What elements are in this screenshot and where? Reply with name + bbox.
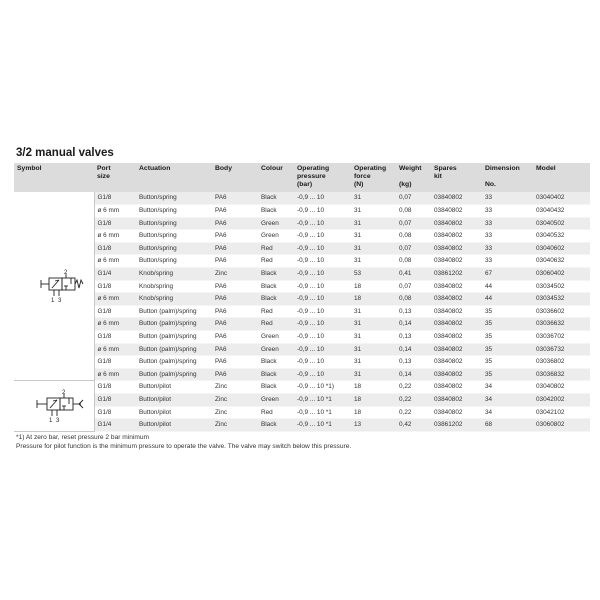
header-spares-kit: Spares kit [434, 165, 457, 180]
cell-port-size: G1/8 [94, 305, 136, 318]
cell-colour: Green [258, 230, 294, 243]
cell-operating-pressure: -0,9 ... 10 [294, 230, 351, 243]
cell-port-size: G1/8 [94, 330, 136, 343]
table-row [14, 205, 590, 218]
cell-dimension: 44 [482, 280, 533, 293]
cell-spares-kit: 03840802 [431, 330, 482, 343]
header-weight: Weight (kg) [399, 165, 422, 188]
valves-table [14, 163, 590, 432]
cell-colour: Red [258, 406, 294, 419]
cell-operating-force: 18 [351, 280, 396, 293]
cell-weight: 0,14 [396, 343, 431, 356]
cell-actuation: Button (palm)/spring [136, 356, 212, 369]
cell-body: Zinc [212, 381, 258, 394]
cell-model: 03042002 [533, 393, 590, 406]
table-row [14, 356, 590, 369]
cell-model: 03036602 [533, 305, 590, 318]
cell-spares-kit: 03840802 [431, 217, 482, 230]
table-row [14, 368, 590, 381]
cell-body: PA6 [212, 255, 258, 268]
cell-model: 03042102 [533, 406, 590, 419]
header-dimension: Dimension No. [485, 165, 520, 188]
cell-colour: Black [258, 268, 294, 281]
cell-port-size: G1/8 [94, 406, 136, 419]
cell-body: PA6 [212, 205, 258, 218]
cell-colour: Green [258, 330, 294, 343]
cell-actuation: Button/spring [136, 230, 212, 243]
cell-port-size: G1/8 [94, 242, 136, 255]
cell-body: PA6 [212, 293, 258, 306]
cell-operating-force: 18 [351, 406, 396, 419]
cell-operating-pressure: -0,9 ... 10 *1 [294, 406, 351, 419]
cell-operating-pressure: -0,9 ... 10 *1) [294, 381, 351, 394]
cell-body: Zinc [212, 393, 258, 406]
cell-body: Zinc [212, 419, 258, 432]
cell-spares-kit: 03840802 [431, 192, 482, 204]
cell-operating-pressure: -0,9 ... 10 [294, 255, 351, 268]
cell-weight: 0,22 [396, 381, 431, 394]
cell-spares-kit: 03840802 [431, 280, 482, 293]
cell-colour: Red [258, 318, 294, 331]
cell-operating-force: 31 [351, 356, 396, 369]
valve-symbol-spring-icon [19, 266, 89, 306]
cell-spares-kit: 03861202 [431, 268, 482, 281]
cell-colour: Green [258, 343, 294, 356]
cell-model: 03060802 [533, 419, 590, 432]
cell-spares-kit: 03840802 [431, 293, 482, 306]
cell-body: PA6 [212, 242, 258, 255]
table-row [14, 330, 590, 343]
cell-dimension: 33 [482, 230, 533, 243]
cell-actuation: Button/spring [136, 192, 212, 204]
page-title: 3/2 manual valves [16, 147, 114, 159]
cell-body: Zinc [212, 406, 258, 419]
cell-spares-kit: 03840802 [431, 255, 482, 268]
cell-spares-kit: 03861202 [431, 419, 482, 432]
cell-dimension: 35 [482, 368, 533, 381]
cell-dimension: 34 [482, 406, 533, 419]
cell-dimension: 33 [482, 217, 533, 230]
header-model: Model [536, 165, 556, 172]
cell-actuation: Button/spring [136, 255, 212, 268]
cell-weight: 0,08 [396, 293, 431, 306]
cell-port-size: G1/8 [94, 356, 136, 369]
cell-spares-kit: 03840802 [431, 242, 482, 255]
table-header-row [14, 163, 590, 192]
cell-weight: 0,08 [396, 230, 431, 243]
cell-operating-force: 18 [351, 381, 396, 394]
cell-body: PA6 [212, 368, 258, 381]
cell-operating-pressure: -0,9 ... 10 *1 [294, 393, 351, 406]
cell-model: 03060402 [533, 268, 590, 281]
cell-port-size: ø 6 mm [94, 318, 136, 331]
cell-dimension: 35 [482, 356, 533, 369]
cell-operating-force: 31 [351, 318, 396, 331]
cell-weight: 0,07 [396, 242, 431, 255]
table-row [14, 268, 590, 281]
cell-spares-kit: 03840802 [431, 393, 482, 406]
cell-actuation: Button (palm)/spring [136, 368, 212, 381]
table-row [14, 217, 590, 230]
cell-operating-pressure: -0,9 ... 10 [294, 305, 351, 318]
cell-colour: Red [258, 305, 294, 318]
cell-weight: 0,13 [396, 305, 431, 318]
cell-weight: 0,14 [396, 318, 431, 331]
cell-actuation: Button/spring [136, 242, 212, 255]
cell-dimension: 35 [482, 343, 533, 356]
cell-body: PA6 [212, 356, 258, 369]
table-row [14, 406, 590, 419]
cell-body: PA6 [212, 318, 258, 331]
cell-port-size: G1/8 [94, 381, 136, 394]
cell-actuation: Button/pilot [136, 406, 212, 419]
cell-operating-pressure: -0,9 ... 10 [294, 368, 351, 381]
cell-model: 03036702 [533, 330, 590, 343]
table-row [14, 192, 590, 204]
cell-weight: 0,22 [396, 406, 431, 419]
cell-port-size: ø 6 mm [94, 343, 136, 356]
cell-model: 03036802 [533, 356, 590, 369]
cell-operating-force: 31 [351, 230, 396, 243]
cell-model: 03036732 [533, 343, 590, 356]
cell-body: Zinc [212, 268, 258, 281]
cell-actuation: Knob/spring [136, 293, 212, 306]
footnotes [16, 433, 351, 451]
table-row [14, 293, 590, 306]
cell-operating-pressure: -0,9 ... 10 *1 [294, 419, 351, 432]
svg-text:3: 3 [55, 418, 60, 425]
cell-colour: Black [258, 293, 294, 306]
svg-text:2: 2 [63, 270, 68, 277]
cell-dimension: 33 [482, 255, 533, 268]
cell-body: PA6 [212, 330, 258, 343]
cell-operating-force: 18 [351, 293, 396, 306]
table-row [14, 381, 590, 394]
cell-actuation: Button/pilot [136, 393, 212, 406]
cell-actuation: Knob/spring [136, 280, 212, 293]
cell-body: PA6 [212, 230, 258, 243]
cell-operating-force: 31 [351, 330, 396, 343]
cell-dimension: 44 [482, 293, 533, 306]
svg-text:1: 1 [50, 298, 55, 305]
cell-body: PA6 [212, 305, 258, 318]
cell-colour: Black [258, 368, 294, 381]
cell-spares-kit: 03840802 [431, 343, 482, 356]
cell-operating-force: 31 [351, 305, 396, 318]
cell-spares-kit: 03840802 [431, 368, 482, 381]
table-row [14, 393, 590, 406]
cell-model: 03040502 [533, 217, 590, 230]
cell-actuation: Button/spring [136, 205, 212, 218]
cell-port-size: ø 6 mm [94, 368, 136, 381]
symbol-cell [14, 381, 94, 431]
svg-text:1: 1 [48, 418, 53, 425]
cell-weight: 0,08 [396, 255, 431, 268]
cell-port-size: G1/8 [94, 192, 136, 204]
svg-text:3: 3 [57, 298, 62, 305]
cell-operating-force: 31 [351, 368, 396, 381]
cell-spares-kit: 03840802 [431, 381, 482, 394]
cell-spares-kit: 03840802 [431, 406, 482, 419]
cell-operating-pressure: -0,9 ... 10 [294, 318, 351, 331]
cell-colour: Black [258, 192, 294, 204]
cell-operating-pressure: -0,9 ... 10 [294, 343, 351, 356]
cell-body: PA6 [212, 343, 258, 356]
cell-actuation: Button (palm)/spring [136, 330, 212, 343]
cell-model: 03040632 [533, 255, 590, 268]
table-row [14, 343, 590, 356]
cell-body: PA6 [212, 217, 258, 230]
cell-colour: Red [258, 242, 294, 255]
cell-colour: Black [258, 356, 294, 369]
cell-dimension: 33 [482, 192, 533, 204]
cell-model: 03034502 [533, 280, 590, 293]
footnote-zero-bar: *1) At zero bar, reset pressure 2 bar minimum [16, 434, 150, 441]
cell-model: 03040402 [533, 192, 590, 204]
cell-colour: Green [258, 393, 294, 406]
cell-operating-force: 31 [351, 192, 396, 204]
cell-operating-force: 13 [351, 419, 396, 432]
cell-body: PA6 [212, 192, 258, 204]
cell-operating-force: 31 [351, 343, 396, 356]
cell-port-size: G1/8 [94, 393, 136, 406]
cell-operating-pressure: -0,9 ... 10 [294, 268, 351, 281]
cell-operating-pressure: -0,9 ... 10 [294, 293, 351, 306]
cell-operating-pressure: -0,9 ... 10 [294, 192, 351, 204]
cell-colour: Black [258, 205, 294, 218]
cell-weight: 0,13 [396, 330, 431, 343]
svg-text:2: 2 [61, 390, 66, 397]
header-symbol: Symbol [17, 165, 42, 172]
cell-dimension: 68 [482, 419, 533, 432]
cell-spares-kit: 03840802 [431, 318, 482, 331]
cell-dimension: 33 [482, 242, 533, 255]
cell-spares-kit: 03840802 [431, 205, 482, 218]
cell-actuation: Button/spring [136, 217, 212, 230]
cell-model: 03036632 [533, 318, 590, 331]
cell-colour: Black [258, 381, 294, 394]
header-port-size: Port size [97, 165, 111, 180]
cell-colour: Green [258, 217, 294, 230]
cell-colour: Black [258, 280, 294, 293]
header-operating-force: Operating force (N) [354, 165, 387, 188]
cell-model: 03040532 [533, 230, 590, 243]
cell-port-size: G1/8 [94, 217, 136, 230]
header-body: Body [215, 165, 232, 172]
cell-dimension: 35 [482, 305, 533, 318]
cell-operating-force: 31 [351, 205, 396, 218]
cell-port-size: ø 6 mm [94, 255, 136, 268]
cell-operating-pressure: -0,9 ... 10 [294, 205, 351, 218]
cell-weight: 0,08 [396, 205, 431, 218]
cell-spares-kit: 03840802 [431, 230, 482, 243]
cell-operating-force: 31 [351, 255, 396, 268]
cell-actuation: Button (palm)/spring [136, 343, 212, 356]
cell-dimension: 35 [482, 318, 533, 331]
cell-weight: 0,41 [396, 268, 431, 281]
cell-dimension: 34 [482, 393, 533, 406]
cell-actuation: Button (palm)/spring [136, 318, 212, 331]
cell-operating-force: 53 [351, 268, 396, 281]
cell-actuation: Button/pilot [136, 381, 212, 394]
cell-body: PA6 [212, 280, 258, 293]
cell-port-size: G1/4 [94, 268, 136, 281]
cell-operating-pressure: -0,9 ... 10 [294, 280, 351, 293]
cell-weight: 0,14 [396, 368, 431, 381]
cell-weight: 0,22 [396, 393, 431, 406]
header-actuation: Actuation [139, 165, 171, 172]
footnote-pilot-pressure: Pressure for pilot function is the minimum pressure to operate the valve. The valve may switch below this pressure. [16, 443, 352, 450]
table-row [14, 255, 590, 268]
cell-model: 03036832 [533, 368, 590, 381]
table-row [14, 318, 590, 331]
header-operating-pressure: Operating pressure (bar) [297, 165, 330, 188]
cell-model: 03040432 [533, 205, 590, 218]
cell-weight: 0,13 [396, 356, 431, 369]
cell-weight: 0,07 [396, 192, 431, 204]
cell-port-size: ø 6 mm [94, 230, 136, 243]
header-colour: Colour [261, 165, 283, 172]
cell-weight: 0,42 [396, 419, 431, 432]
cell-colour: Black [258, 419, 294, 432]
cell-operating-force: 31 [351, 217, 396, 230]
cell-weight: 0,07 [396, 217, 431, 230]
cell-dimension: 34 [482, 381, 533, 394]
cell-model: 03034532 [533, 293, 590, 306]
cell-port-size: ø 6 mm [94, 293, 136, 306]
cell-actuation: Button/pilot [136, 419, 212, 432]
valve-symbol-pilot-icon [19, 386, 89, 426]
cell-operating-pressure: -0,9 ... 10 [294, 330, 351, 343]
cell-spares-kit: 03840802 [431, 356, 482, 369]
cell-actuation: Knob/spring [136, 268, 212, 281]
cell-dimension: 35 [482, 330, 533, 343]
table-row [14, 305, 590, 318]
cell-operating-pressure: -0,9 ... 10 [294, 217, 351, 230]
cell-operating-pressure: -0,9 ... 10 [294, 242, 351, 255]
cell-spares-kit: 03840802 [431, 305, 482, 318]
cell-model: 03040602 [533, 242, 590, 255]
cell-port-size: G1/4 [94, 419, 136, 432]
cell-operating-pressure: -0,9 ... 10 [294, 356, 351, 369]
cell-operating-force: 18 [351, 393, 396, 406]
table-row [14, 230, 590, 243]
table-row [14, 242, 590, 255]
cell-dimension: 67 [482, 268, 533, 281]
cell-operating-force: 31 [351, 242, 396, 255]
cell-dimension: 33 [482, 205, 533, 218]
table-row [14, 419, 590, 432]
cell-weight: 0,07 [396, 280, 431, 293]
cell-port-size: ø 6 mm [94, 205, 136, 218]
cell-actuation: Button (palm)/spring [136, 305, 212, 318]
table-row [14, 280, 590, 293]
cell-port-size: G1/8 [94, 280, 136, 293]
symbol-cell [14, 192, 94, 380]
cell-model: 03040802 [533, 381, 590, 394]
cell-colour: Red [258, 255, 294, 268]
